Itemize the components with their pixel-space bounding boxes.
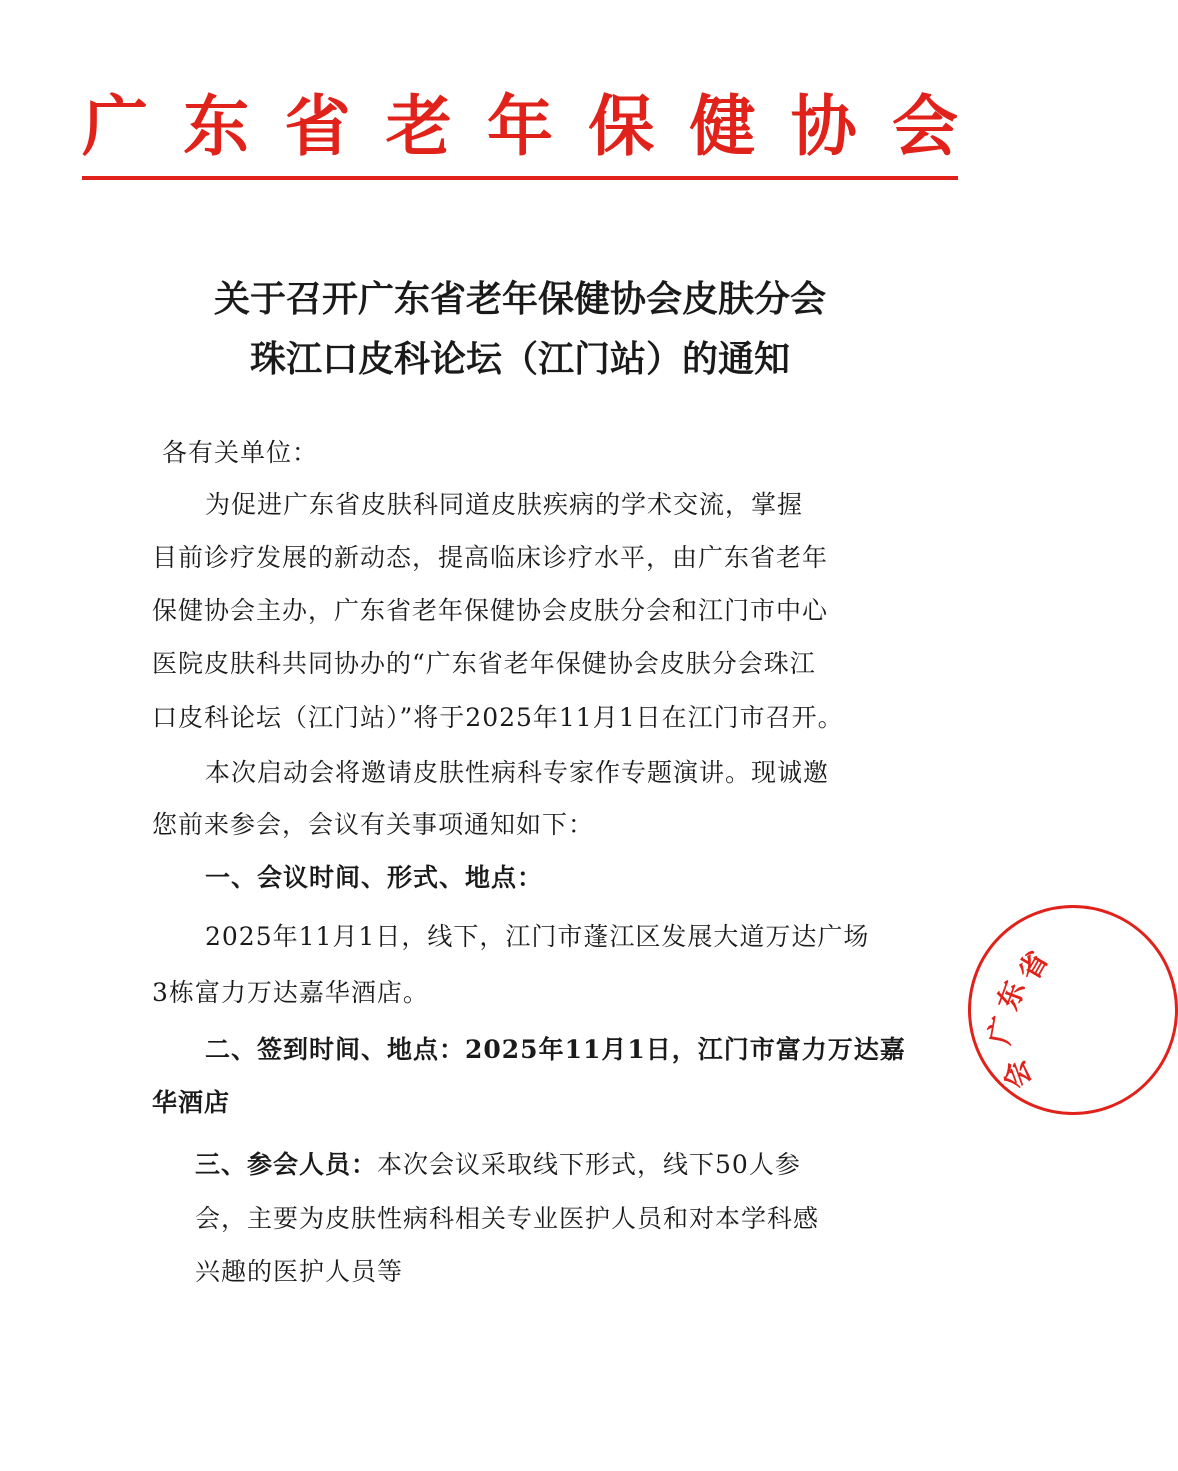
seal-char: 省 <box>1012 945 1055 987</box>
letterhead-char: 保 <box>588 88 655 165</box>
paragraph-line: 口皮科论坛（江门站）”将于2025年11月1日在江门市召开。 <box>152 703 844 732</box>
section-1-line: 3栋富力万达嘉华酒店。 <box>152 978 429 1007</box>
letterhead-char: 会 <box>892 88 958 165</box>
section-heading-1: 一、会议时间、形式、地点： <box>205 863 544 892</box>
paragraph-line: 医院皮肤科共同协办的“广东省老年保健协会皮肤分会珠江 <box>152 649 816 678</box>
paragraph-line: 本次启动会将邀请皮肤性病科专家作专题演讲。现诚邀 <box>205 758 830 787</box>
seal-char: 广 <box>982 1013 1021 1047</box>
letterhead-char: 协 <box>790 88 857 165</box>
section-heading-3: 三、参会人员： <box>195 1150 378 1179</box>
section-3-line: 兴趣的医护人员等 <box>195 1257 404 1286</box>
section-3-first-line <box>195 1148 801 1182</box>
letterhead-char: 省 <box>284 88 351 165</box>
paragraph-line: 您前来参会，会议有关事项通知如下： <box>152 810 595 839</box>
salutation: 各有关单位： <box>162 438 319 467</box>
document-title-line-2: 珠江口皮科论坛（江门站）的通知 <box>249 338 790 380</box>
document-title-line-1: 关于召开广东省老年保健协会皮肤分会 <box>213 278 826 320</box>
letterhead-char: 东 <box>183 88 250 165</box>
section-3-line: 会，主要为皮肤性病科相关专业医护人员和对本学科感 <box>195 1204 820 1233</box>
paragraph-line: 目前诊疗发展的新动态，提高临床诊疗水平，由广东省老年 <box>152 543 829 572</box>
letterhead <box>82 88 958 165</box>
letterhead-char: 年 <box>487 88 553 165</box>
letterhead-char: 老 <box>385 88 452 165</box>
letterhead-char: 广 <box>82 88 148 165</box>
section-heading-2-cont: 华酒店 <box>152 1088 231 1117</box>
section-heading-2: 二、签到时间、地点：2025年11月1日，江门市富力万达嘉 <box>205 1035 906 1064</box>
letterhead-divider <box>82 176 958 180</box>
paragraph-line: 为促进广东省皮肤科同道皮肤疾病的学术交流，掌握 <box>205 490 804 519</box>
section-3-line: 本次会议采取线下形式，线下50人参 <box>377 1150 801 1179</box>
paragraph-line: 保健协会主办，广东省老年保健协会皮肤分会和江门市中心 <box>152 596 829 625</box>
seal-char: 会 <box>997 1055 1038 1094</box>
section-1-line: 2025年11月1日，线下，江门市蓬江区发展大道万达广场 <box>205 922 870 951</box>
letterhead-char: 健 <box>689 88 756 165</box>
seal-char: 东 <box>991 976 1032 1015</box>
